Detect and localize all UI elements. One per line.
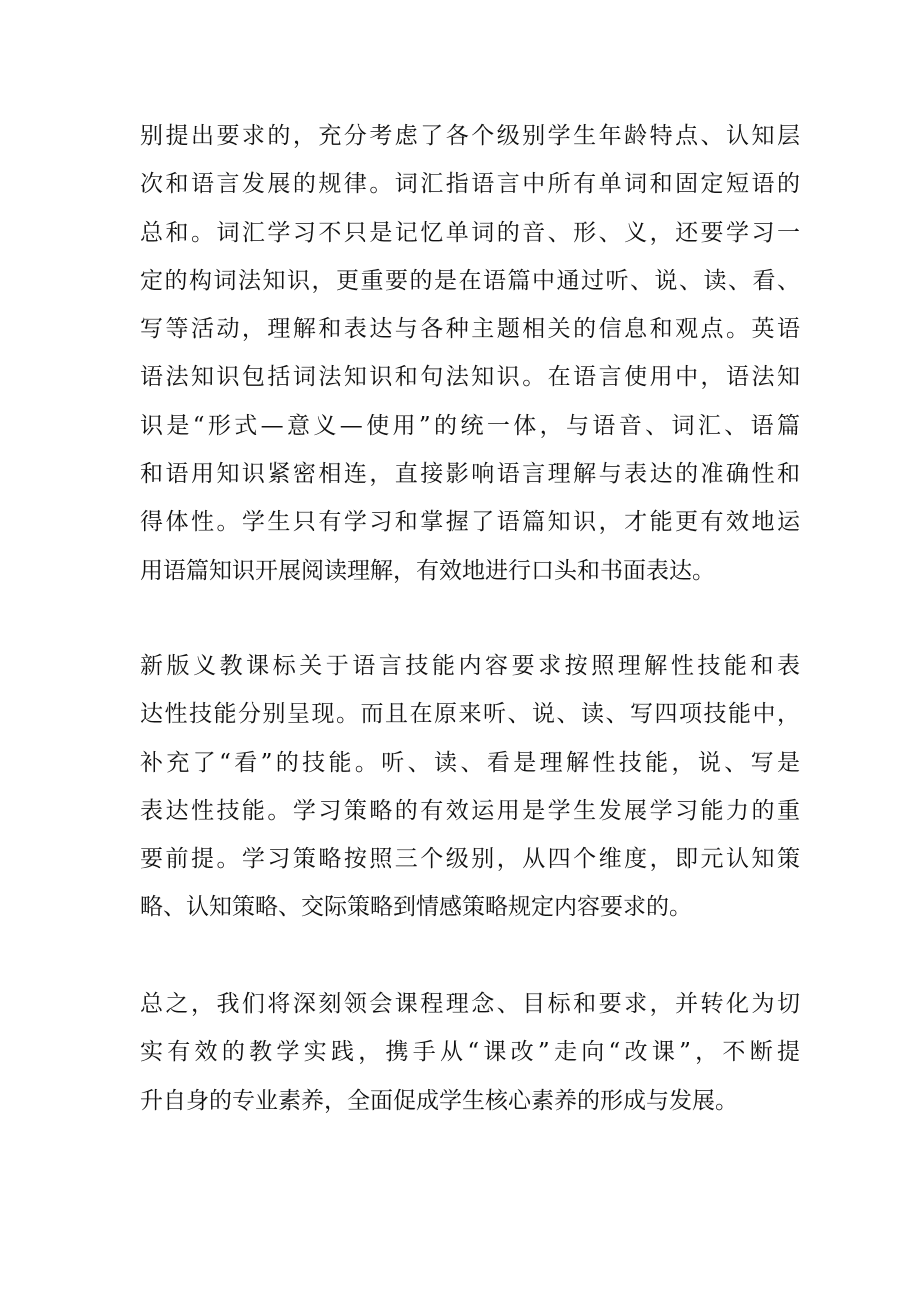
text-line: 达性技能分别呈现。而且在原来听、说、读、写四项技能中， <box>140 701 800 728</box>
paragraph-conclusion <box>140 980 800 1125</box>
text-line: 略、认知策略、交际策略到情感策略规定内容要求的。 <box>140 894 692 921</box>
text-line: 写等活动，理解和表达与各种主题相关的信息和观点。英语 <box>140 316 800 343</box>
paragraph-language-skills <box>140 642 800 932</box>
text-line: 实有效的教学实践，携手从“课改”走向“改课”，不断提 <box>140 1039 800 1066</box>
text-line: 总和。词汇学习不只是记忆单词的音、形、义，还要学习一 <box>140 219 800 246</box>
paragraph-vocabulary-grammar <box>140 112 800 595</box>
text-line: 要前提。学习策略按照三个级别，从四个维度，即元认知策 <box>140 846 800 873</box>
text-line: 识是“形式—意义—使用”的统一体，与语音、词汇、语篇 <box>140 412 800 439</box>
text-line: 新版义教课标关于语言技能内容要求按照理解性技能和表 <box>140 653 800 679</box>
text-line: 总之，我们将深刻领会课程理念、目标和要求，并转化为切 <box>140 991 800 1017</box>
text-line: 定的构词法知识，更重要的是在语篇中通过听、说、读、看、 <box>140 267 800 294</box>
text-line: 和语用知识紧密相连，直接影响语言理解与表达的准确性和 <box>140 461 800 488</box>
text-line: 次和语言发展的规律。词汇指语言中所有单词和固定短语的 <box>140 171 800 198</box>
text-line: 升自身的专业素养，全面促成学生核心素养的形成与发展。 <box>140 1087 738 1114</box>
text-line: 语法知识包括词法知识和句法知识。在语言使用中，语法知 <box>140 364 800 391</box>
text-line: 补充了“看”的技能。听、读、看是理解性技能，说、写是 <box>140 749 800 776</box>
text-line: 别提出要求的，充分考虑了各个级别学生年龄特点、认知层 <box>140 123 800 149</box>
text-line: 得体性。学生只有学习和掌握了语篇知识，才能更有效地运 <box>140 509 800 536</box>
text-line: 用语篇知识开展阅读理解，有效地进行口头和书面表达。 <box>140 557 715 584</box>
text-line: 表达性技能。学习策略的有效运用是学生发展学习能力的重 <box>140 797 800 824</box>
